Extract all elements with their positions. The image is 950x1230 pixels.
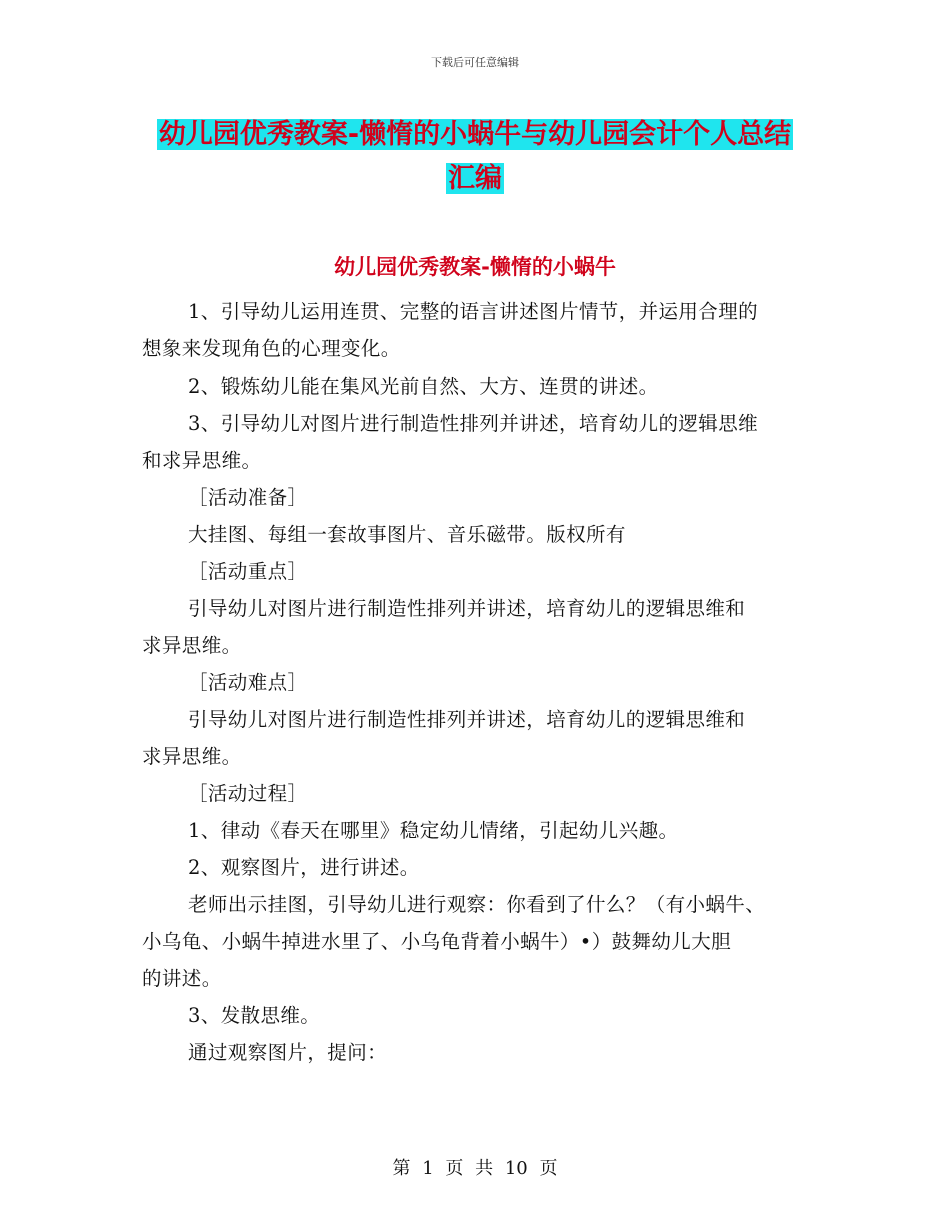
body-line: 2、锻炼幼儿能在集风光前自然、大方、连贯的讲述。: [188, 375, 659, 398]
section-heading: ［活动准备］: [188, 486, 308, 509]
section-title: 幼儿园优秀教案-懒惰的小蜗牛: [334, 255, 616, 279]
body-line: 的讲述。: [142, 967, 222, 990]
body-line: 3、发散思维。: [188, 1004, 321, 1027]
body-line: 3、引导幼儿对图片进行制造性排列并讲述，培育幼儿的逻辑思维: [188, 412, 759, 435]
body-line: 引导幼儿对图片进行制造性排列并讲述，培育幼儿的逻辑思维和: [188, 708, 746, 731]
body-line: 求异思维。: [142, 634, 242, 657]
body-line: 老师出示挂图，引导幼儿进行观察：你看到了什么？（有小蜗牛、: [188, 893, 766, 916]
section-heading: ［活动过程］: [188, 782, 308, 805]
body-line: 1、律动《春天在哪里》稳定幼儿情绪，引起幼儿兴趣。: [188, 819, 679, 842]
document-title-line-1: 幼儿园优秀教案-懒惰的小蜗牛与幼儿园会计个人总结: [158, 119, 792, 150]
body-line: 大挂图、每组一套故事图片、音乐磁带。版权所有: [188, 523, 626, 546]
body-line: 求异思维。: [142, 745, 242, 768]
body-line: 1、引导幼儿运用连贯、完整的语言讲述图片情节，并运用合理的: [188, 300, 759, 323]
body-line: 想象来发现角色的心理变化。: [142, 337, 401, 360]
page-footer-page-number: 第 1 页 共 10 页: [392, 1158, 558, 1179]
page-header-note: 下载后可任意编辑: [431, 56, 519, 69]
body-line: 和求异思维。: [142, 449, 262, 472]
body-line: 小乌龟、小蜗牛掉进水里了、小乌龟背着小蜗牛）•）鼓舞幼儿大胆: [142, 930, 732, 953]
document-title-line-2: 汇编: [448, 163, 502, 194]
body-line: 通过观察图片，提问：: [188, 1041, 388, 1064]
body-line: 2、观察图片，进行讲述。: [188, 856, 420, 879]
section-heading: ［活动难点］: [188, 671, 308, 694]
body-line: 引导幼儿对图片进行制造性排列并讲述，培育幼儿的逻辑思维和: [188, 597, 746, 620]
section-heading: ［活动重点］: [188, 560, 308, 583]
